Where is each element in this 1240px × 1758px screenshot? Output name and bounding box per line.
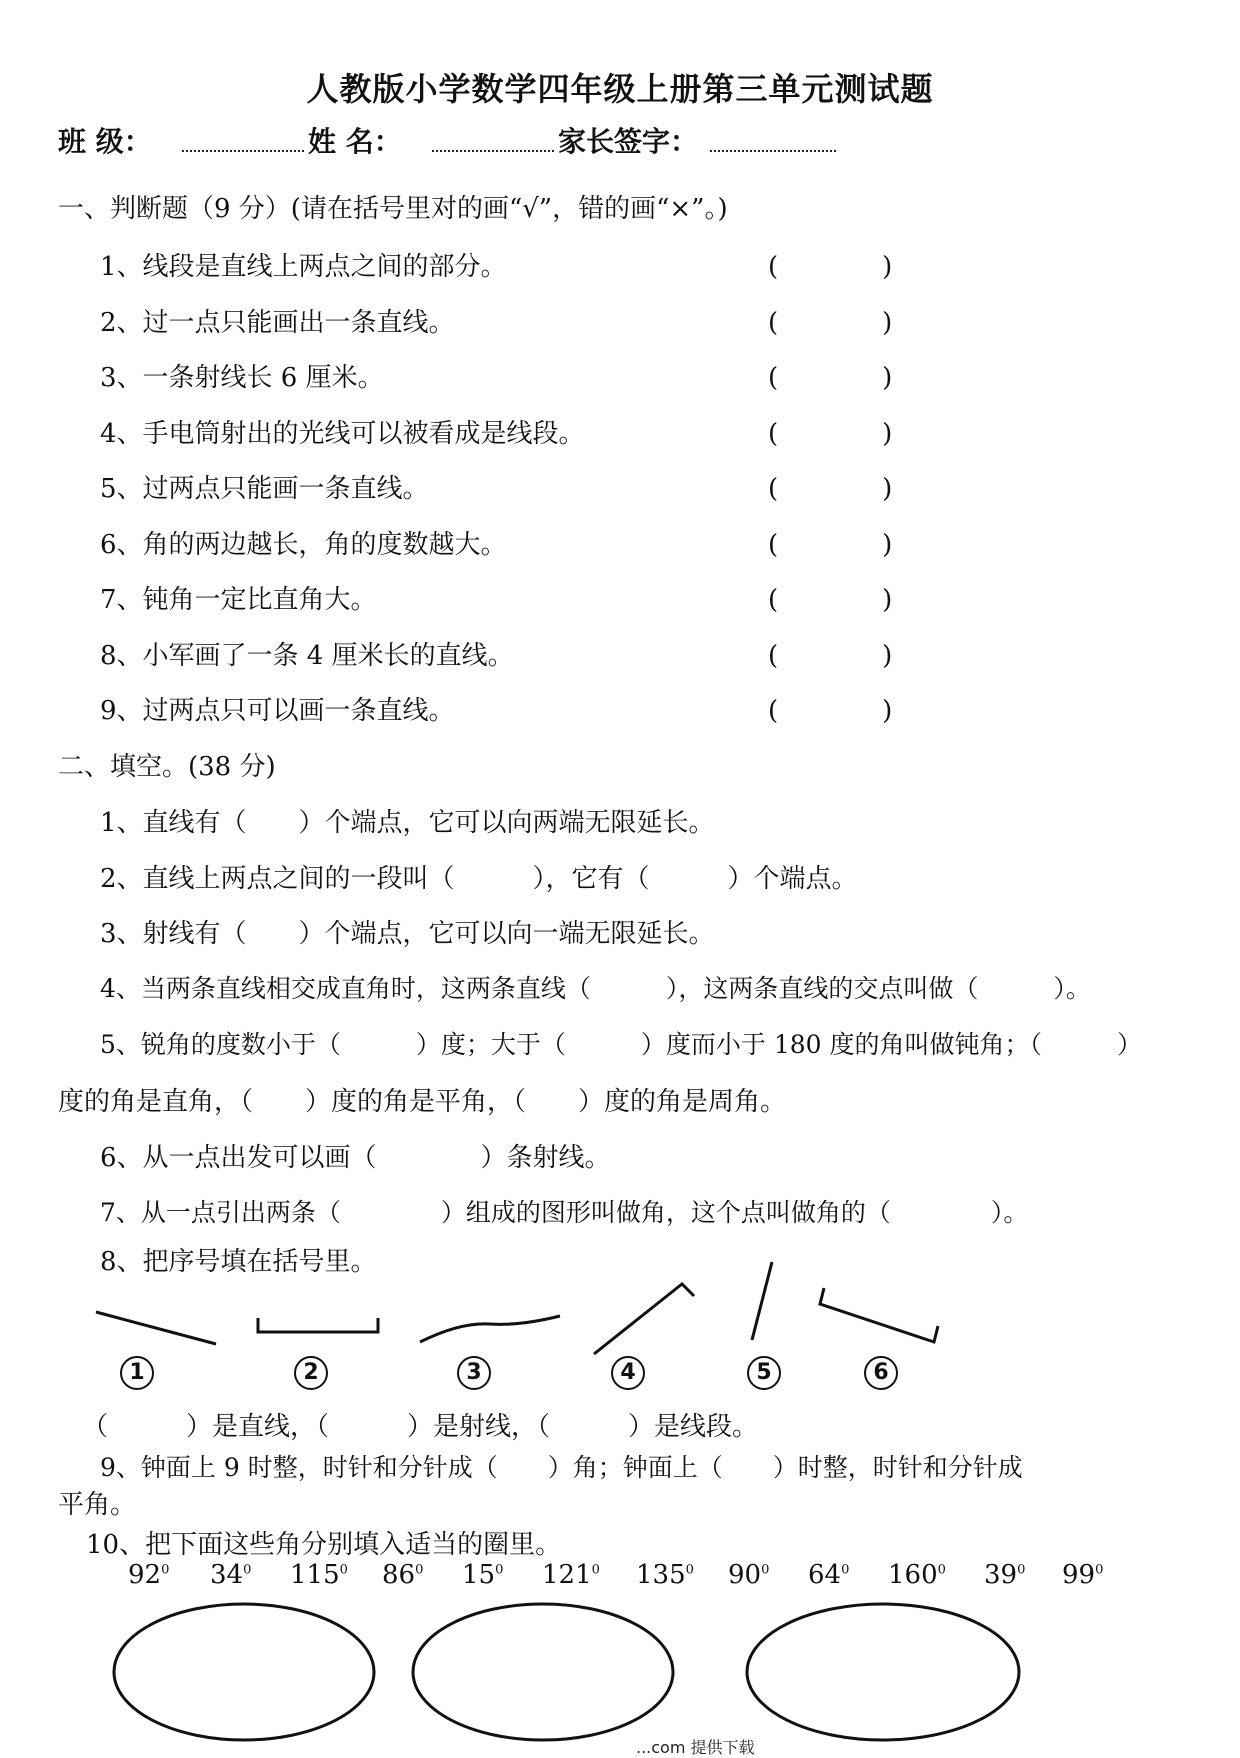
figure-label-1: 1 bbox=[120, 1356, 154, 1390]
fill-question-8: 8、把序号填在括号里。 bbox=[100, 1247, 377, 1277]
true-false-answer-6[interactable]: ( ) bbox=[768, 529, 893, 560]
angle-number: 135 bbox=[636, 1560, 686, 1590]
degree-mark: 0 bbox=[1017, 1562, 1026, 1578]
angle-value-99[interactable] bbox=[1062, 1560, 1103, 1590]
figure-label-2: 2 bbox=[294, 1356, 328, 1390]
angle-value-160[interactable] bbox=[888, 1560, 946, 1590]
true-false-answer-7[interactable]: ( ) bbox=[768, 585, 893, 615]
figure-5-line bbox=[752, 1262, 772, 1340]
angle-value-115[interactable] bbox=[290, 1560, 348, 1590]
degree-mark: 0 bbox=[161, 1562, 170, 1578]
fill-question-5-line2: 度的角是直角，（ ）度的角是平角，（ ）度的角是周角。 bbox=[58, 1087, 787, 1117]
figure-label-6: 6 bbox=[864, 1356, 898, 1390]
true-false-answer-2[interactable]: ( ) bbox=[768, 307, 893, 338]
true-false-answer-1[interactable]: ( ) bbox=[768, 252, 893, 282]
degree-mark: 0 bbox=[841, 1562, 850, 1578]
figure-4-ray bbox=[594, 1284, 694, 1354]
fill-question-4: 4、当两条直线相交成直角时，这两条直线（ ），这两条直线的交点叫做（ ）。 bbox=[100, 974, 1091, 1003]
degree-mark: 0 bbox=[243, 1562, 252, 1578]
figure-6-segment bbox=[820, 1288, 938, 1342]
angle-number: 99 bbox=[1062, 1560, 1096, 1590]
fill-question-3: 3、射线有（ ）个端点，它可以向一端无限延长。 bbox=[100, 919, 715, 949]
angle-value-64[interactable] bbox=[808, 1560, 849, 1590]
fill-question-10: 10、把下面这些角分别填入适当的圈里。 bbox=[86, 1530, 562, 1560]
true-false-answer-4[interactable]: ( ) bbox=[768, 418, 893, 449]
degree-mark: 0 bbox=[495, 1562, 504, 1578]
true-false-question-8: 8、小军画了一条 4 厘米长的直线。 bbox=[100, 640, 514, 671]
degree-mark: 0 bbox=[1095, 1562, 1104, 1578]
angle-number: 90 bbox=[728, 1560, 762, 1590]
angle-value-135[interactable] bbox=[636, 1560, 694, 1590]
section-1-heading: 一、判断题（9 分）(请在括号里对的画“√”，错的画“×”。) bbox=[58, 194, 728, 224]
angle-value-86[interactable] bbox=[382, 1560, 423, 1590]
angle-value-34[interactable] bbox=[210, 1560, 251, 1590]
angle-number: 115 bbox=[290, 1560, 340, 1590]
figure-answer-line: （ ）是直线，（ ）是射线，（ ）是线段。 bbox=[82, 1412, 759, 1442]
angle-number: 34 bbox=[210, 1560, 244, 1590]
angle-value-15[interactable] bbox=[462, 1560, 503, 1590]
angle-value-90[interactable] bbox=[728, 1560, 769, 1590]
answer-oval-3 bbox=[747, 1604, 1019, 1740]
angle-value-121[interactable] bbox=[542, 1560, 600, 1590]
angle-number: 15 bbox=[462, 1560, 496, 1590]
fill-question-9-line2: 平角。 bbox=[58, 1490, 137, 1520]
true-false-question-2: 2、过一点只能画出一条直线。 bbox=[100, 307, 455, 338]
fill-question-7: 7、从一点引出两条（ ）组成的图形叫做角，这个点叫做角的（ ）。 bbox=[100, 1198, 1029, 1227]
true-false-answer-8[interactable]: ( ) bbox=[768, 640, 893, 671]
true-false-question-3: 3、一条射线长 6 厘米。 bbox=[100, 363, 384, 393]
angle-number: 121 bbox=[542, 1560, 592, 1590]
answer-oval-1 bbox=[114, 1604, 374, 1740]
fill-question-9-line1: 9、钟面上 9 时整，时针和分针成（ ）角；钟面上（ ）时整，时针和分针成 bbox=[100, 1453, 1023, 1482]
true-false-question-4: 4、手电筒射出的光线可以被看成是线段。 bbox=[100, 418, 585, 449]
true-false-answer-9[interactable]: ( ) bbox=[768, 696, 893, 726]
footer-watermark: ...com 提供下载 bbox=[636, 1738, 755, 1757]
fill-question-5-line1: 5、锐角的度数小于（ ）度；大于（ ）度而小于 180 度的角叫做钝角；（ ） bbox=[100, 1030, 1143, 1059]
true-false-question-9: 9、过两点只可以画一条直线。 bbox=[100, 696, 455, 726]
fill-question-2: 2、直线上两点之间的一段叫（ ），它有（ ）个端点。 bbox=[100, 864, 858, 894]
true-false-question-1: 1、线段是直线上两点之间的部分。 bbox=[100, 252, 507, 282]
angle-number: 86 bbox=[382, 1560, 416, 1590]
name-label: 姓 名： bbox=[308, 125, 402, 158]
degree-mark: 0 bbox=[685, 1562, 694, 1578]
true-false-question-5: 5、过两点只能画一条直线。 bbox=[100, 474, 429, 504]
figure-1-line bbox=[96, 1312, 216, 1344]
parent-signature-label: 家长签字： bbox=[558, 125, 699, 158]
degree-mark: 0 bbox=[937, 1562, 946, 1578]
angle-number: 160 bbox=[888, 1560, 938, 1590]
section-2-heading: 二、填空。(38 分) bbox=[58, 752, 276, 782]
fill-question-6: 6、从一点出发可以画（ ）条射线。 bbox=[100, 1143, 611, 1173]
angle-number: 39 bbox=[984, 1560, 1018, 1590]
figure-3-curve bbox=[420, 1316, 560, 1342]
angle-value-92[interactable] bbox=[128, 1560, 169, 1590]
degree-mark: 0 bbox=[761, 1562, 770, 1578]
angle-value-39[interactable] bbox=[984, 1560, 1025, 1590]
true-false-question-6: 6、角的两边越长，角的度数越大。 bbox=[100, 529, 507, 560]
degree-mark: 0 bbox=[591, 1562, 600, 1578]
fill-question-1: 1、直线有（ ）个端点，它可以向两端无限延长。 bbox=[100, 808, 715, 838]
figure-label-4: 4 bbox=[611, 1356, 645, 1390]
angle-number: 64 bbox=[808, 1560, 842, 1590]
degree-mark: 0 bbox=[415, 1562, 424, 1578]
true-false-answer-3[interactable]: ( ) bbox=[768, 363, 893, 393]
class-label: 班 级： bbox=[58, 125, 152, 158]
true-false-question-7: 7、钝角一定比直角大。 bbox=[100, 585, 377, 615]
answer-oval-2 bbox=[413, 1604, 673, 1740]
angle-number: 92 bbox=[128, 1560, 162, 1590]
degree-mark: 0 bbox=[339, 1562, 348, 1578]
true-false-answer-5[interactable]: ( ) bbox=[768, 474, 893, 504]
figure-label-3: 3 bbox=[457, 1356, 491, 1390]
page-title: 人教版小学数学四年级上册第三单元测试题 bbox=[306, 70, 934, 108]
figure-label-5: 5 bbox=[747, 1356, 781, 1390]
figure-2-segment bbox=[258, 1318, 378, 1332]
